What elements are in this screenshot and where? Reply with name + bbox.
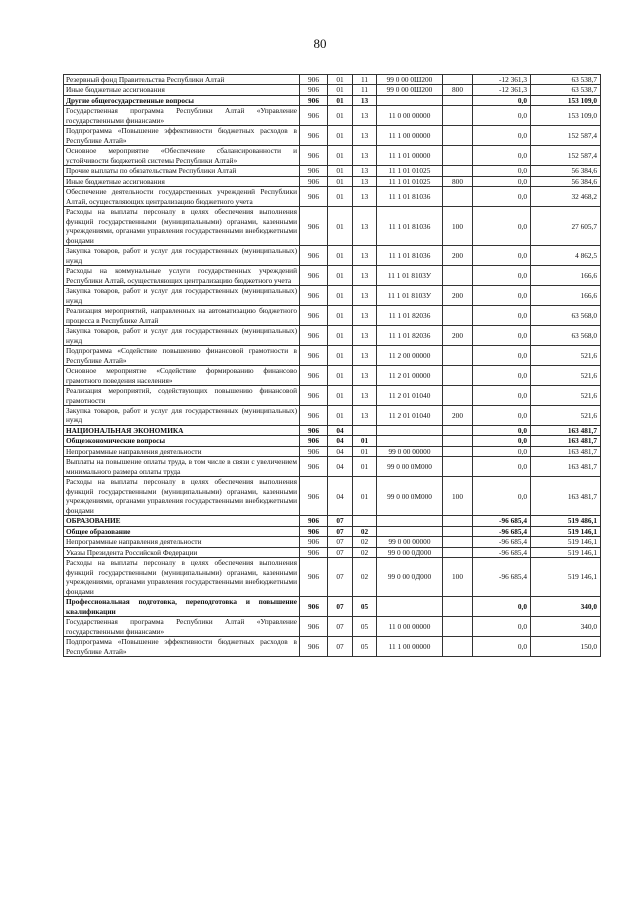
table-row xyxy=(64,85,601,95)
row-name-cell: Закупка товаров, работ и услуг для государственных (муниципальных) нужд xyxy=(64,405,300,425)
row-article-cell: 11 1 01 82036 xyxy=(377,326,443,346)
row-total-amount-cell: 63 538,7 xyxy=(531,75,601,85)
row-section-cell: 01 xyxy=(328,85,353,95)
row-total-amount-cell: 163 481,7 xyxy=(531,425,601,435)
row-section-cell: 07 xyxy=(328,526,353,536)
row-subsection-cell: 13 xyxy=(353,166,377,176)
row-subsection-cell: 01 xyxy=(353,457,377,477)
row-subsection-cell xyxy=(353,516,377,526)
row-total-amount-cell: 166,6 xyxy=(531,266,601,286)
row-section-cell: 04 xyxy=(328,457,353,477)
row-subsection-cell: 13 xyxy=(353,326,377,346)
row-name-cell: Основное мероприятие «Содействие формированию финансово грамотного поведения населения» xyxy=(64,366,300,386)
row-change-amount-cell: 0,0 xyxy=(473,266,531,286)
table-row xyxy=(64,386,601,406)
row-change-amount-cell: 0,0 xyxy=(473,366,531,386)
row-org-code-cell: 906 xyxy=(300,516,328,526)
row-change-amount-cell: -12 361,3 xyxy=(473,85,531,95)
row-section-cell: 04 xyxy=(328,436,353,446)
row-change-amount-cell: 0,0 xyxy=(473,457,531,477)
row-subsection-cell: 13 xyxy=(353,187,377,207)
row-subsection-cell: 13 xyxy=(353,176,377,186)
table-row xyxy=(64,425,601,435)
row-org-code-cell: 906 xyxy=(300,366,328,386)
row-subsection-cell: 02 xyxy=(353,526,377,536)
row-name-cell: Расходы на выплаты персоналу в целях обеспечения выполнения функций государственными (муниципальными) органами, казенными учреждениями, органами управления государственными внебюджетными фондами xyxy=(64,558,300,597)
row-change-amount-cell: 0,0 xyxy=(473,597,531,617)
row-section-cell: 07 xyxy=(328,617,353,637)
row-change-amount-cell: 0,0 xyxy=(473,386,531,406)
row-change-amount-cell: 0,0 xyxy=(473,425,531,435)
table-row xyxy=(64,75,601,85)
row-subsection-cell: 13 xyxy=(353,266,377,286)
row-org-code-cell: 906 xyxy=(300,207,328,246)
row-org-code-cell: 906 xyxy=(300,95,328,105)
row-org-code-cell: 906 xyxy=(300,425,328,435)
row-section-cell: 01 xyxy=(328,246,353,266)
row-change-amount-cell: 0,0 xyxy=(473,176,531,186)
row-article-cell: 11 1 01 8103У xyxy=(377,286,443,306)
row-total-amount-cell: 166,6 xyxy=(531,286,601,306)
row-article-cell: 11 1 01 81036 xyxy=(377,246,443,266)
row-name-cell: Государственная программа Республики Алтай «Управление государственными финансами» xyxy=(64,617,300,637)
row-change-amount-cell: 0,0 xyxy=(473,477,531,516)
table-row xyxy=(64,176,601,186)
row-total-amount-cell: 150,0 xyxy=(531,637,601,657)
row-article-cell: 11 1 01 8103У xyxy=(377,266,443,286)
row-expense-type-cell xyxy=(443,547,473,557)
row-name-cell: Профессиональная подготовка, переподготовка и повышение квалификации xyxy=(64,597,300,617)
row-org-code-cell: 906 xyxy=(300,126,328,146)
row-org-code-cell: 906 xyxy=(300,306,328,326)
row-section-cell: 04 xyxy=(328,425,353,435)
row-change-amount-cell: -96 685,4 xyxy=(473,547,531,557)
row-name-cell: Другие общегосударственные вопросы xyxy=(64,95,300,105)
row-total-amount-cell: 163 481,7 xyxy=(531,457,601,477)
row-name-cell: НАЦИОНАЛЬНАЯ ЭКОНОМИКА xyxy=(64,425,300,435)
row-subsection-cell: 13 xyxy=(353,246,377,266)
budget-table xyxy=(63,74,601,657)
row-org-code-cell: 906 xyxy=(300,326,328,346)
row-subsection-cell: 05 xyxy=(353,597,377,617)
table-row xyxy=(64,346,601,366)
row-org-code-cell: 906 xyxy=(300,286,328,306)
row-article-cell: 11 0 00 00000 xyxy=(377,617,443,637)
row-name-cell: Реализация мероприятий, направленных на автоматизацию бюджетного процесса в Республике Алтай xyxy=(64,306,300,326)
row-expense-type-cell xyxy=(443,617,473,637)
row-section-cell: 01 xyxy=(328,326,353,346)
row-org-code-cell: 906 xyxy=(300,526,328,536)
row-article-cell: 11 1 01 81036 xyxy=(377,207,443,246)
row-change-amount-cell: 0,0 xyxy=(473,126,531,146)
row-total-amount-cell: 519 146,1 xyxy=(531,547,601,557)
row-org-code-cell: 906 xyxy=(300,436,328,446)
row-org-code-cell: 906 xyxy=(300,187,328,207)
row-name-cell: Расходы на выплаты персоналу в целях обеспечения выполнения функций государственными (муниципальными) органами, казенными учреждениями, органами управления государственными внебюджетными фондами xyxy=(64,207,300,246)
row-article-cell: 99 0 00 0Д000 xyxy=(377,558,443,597)
row-total-amount-cell: 163 481,7 xyxy=(531,446,601,456)
row-expense-type-cell: 100 xyxy=(443,477,473,516)
row-expense-type-cell xyxy=(443,366,473,386)
row-expense-type-cell: 100 xyxy=(443,558,473,597)
row-org-code-cell: 906 xyxy=(300,637,328,657)
table-row xyxy=(64,95,601,105)
row-expense-type-cell xyxy=(443,126,473,146)
row-change-amount-cell: 0,0 xyxy=(473,146,531,166)
row-change-amount-cell: -96 685,4 xyxy=(473,516,531,526)
row-article-cell: 99 0 00 0М000 xyxy=(377,457,443,477)
row-expense-type-cell xyxy=(443,446,473,456)
row-article-cell: 11 1 01 81036 xyxy=(377,187,443,207)
row-name-cell: Закупка товаров, работ и услуг для государственных (муниципальных) нужд xyxy=(64,326,300,346)
row-expense-type-cell xyxy=(443,425,473,435)
table-row xyxy=(64,187,601,207)
row-name-cell: Расходы на выплаты персоналу в целях обеспечения выполнения функций государственными (муниципальными) органами, казенными учреждениями, органами управления государственными внебюджетными фондами xyxy=(64,477,300,516)
row-org-code-cell: 906 xyxy=(300,176,328,186)
row-section-cell: 07 xyxy=(328,558,353,597)
table-row xyxy=(64,405,601,425)
row-change-amount-cell: 0,0 xyxy=(473,446,531,456)
row-total-amount-cell: 153 109,0 xyxy=(531,95,601,105)
row-name-cell: Обеспечение деятельности государственных учреждений Республики Алтай, осуществляющих централизацию бюджетного учета xyxy=(64,187,300,207)
row-article-cell: 11 1 00 00000 xyxy=(377,126,443,146)
row-subsection-cell: 13 xyxy=(353,306,377,326)
row-org-code-cell: 906 xyxy=(300,106,328,126)
row-total-amount-cell: 340,0 xyxy=(531,617,601,637)
row-section-cell: 01 xyxy=(328,166,353,176)
row-expense-type-cell xyxy=(443,457,473,477)
row-article-cell xyxy=(377,597,443,617)
row-org-code-cell: 906 xyxy=(300,558,328,597)
row-expense-type-cell: 200 xyxy=(443,286,473,306)
table-row xyxy=(64,166,601,176)
table-row xyxy=(64,477,601,516)
row-total-amount-cell: 519 486,1 xyxy=(531,516,601,526)
row-total-amount-cell: 153 109,0 xyxy=(531,106,601,126)
row-total-amount-cell: 63 568,0 xyxy=(531,306,601,326)
row-total-amount-cell: 63 568,0 xyxy=(531,326,601,346)
row-change-amount-cell: 0,0 xyxy=(473,326,531,346)
row-expense-type-cell xyxy=(443,146,473,166)
row-section-cell: 04 xyxy=(328,446,353,456)
row-change-amount-cell: -96 685,4 xyxy=(473,537,531,547)
row-subsection-cell: 02 xyxy=(353,537,377,547)
row-section-cell: 07 xyxy=(328,516,353,526)
row-section-cell: 01 xyxy=(328,75,353,85)
row-change-amount-cell: -12 361,3 xyxy=(473,75,531,85)
row-article-cell: 99 0 00 00000 xyxy=(377,446,443,456)
row-section-cell: 01 xyxy=(328,126,353,146)
row-expense-type-cell xyxy=(443,187,473,207)
row-org-code-cell: 906 xyxy=(300,166,328,176)
row-subsection-cell: 13 xyxy=(353,95,377,105)
row-change-amount-cell: 0,0 xyxy=(473,436,531,446)
table-row xyxy=(64,306,601,326)
row-total-amount-cell: 32 468,2 xyxy=(531,187,601,207)
table-row xyxy=(64,457,601,477)
row-article-cell: 99 0 00 00000 xyxy=(377,537,443,547)
row-subsection-cell: 11 xyxy=(353,75,377,85)
row-section-cell: 07 xyxy=(328,597,353,617)
row-expense-type-cell: 800 xyxy=(443,85,473,95)
row-section-cell: 01 xyxy=(328,207,353,246)
table-row xyxy=(64,537,601,547)
row-name-cell: Общее образование xyxy=(64,526,300,536)
row-article-cell xyxy=(377,516,443,526)
row-total-amount-cell: 163 481,7 xyxy=(531,477,601,516)
row-org-code-cell: 906 xyxy=(300,547,328,557)
row-article-cell: 11 1 01 82036 xyxy=(377,306,443,326)
row-org-code-cell: 906 xyxy=(300,457,328,477)
row-change-amount-cell: 0,0 xyxy=(473,286,531,306)
row-total-amount-cell: 163 481,7 xyxy=(531,436,601,446)
row-change-amount-cell: 0,0 xyxy=(473,207,531,246)
row-section-cell: 01 xyxy=(328,146,353,166)
row-section-cell: 01 xyxy=(328,266,353,286)
row-subsection-cell: 13 xyxy=(353,405,377,425)
row-name-cell: Государственная программа Республики Алтай «Управление государственными финансами» xyxy=(64,106,300,126)
row-subsection-cell: 13 xyxy=(353,126,377,146)
row-change-amount-cell: 0,0 xyxy=(473,346,531,366)
table-row xyxy=(64,597,601,617)
table-row xyxy=(64,526,601,536)
row-name-cell: Прочие выплаты по обязательствам Республики Алтай xyxy=(64,166,300,176)
row-change-amount-cell: 0,0 xyxy=(473,617,531,637)
row-expense-type-cell xyxy=(443,346,473,366)
row-org-code-cell: 906 xyxy=(300,477,328,516)
row-expense-type-cell xyxy=(443,166,473,176)
row-subsection-cell xyxy=(353,425,377,435)
row-expense-type-cell xyxy=(443,436,473,446)
row-section-cell: 07 xyxy=(328,537,353,547)
row-section-cell: 01 xyxy=(328,286,353,306)
row-expense-type-cell xyxy=(443,597,473,617)
row-name-cell: Закупка товаров, работ и услуг для государственных (муниципальных) нужд xyxy=(64,286,300,306)
row-expense-type-cell xyxy=(443,106,473,126)
row-org-code-cell: 906 xyxy=(300,146,328,166)
row-name-cell: Непрограммные направления деятельности xyxy=(64,446,300,456)
row-subsection-cell: 05 xyxy=(353,617,377,637)
row-expense-type-cell xyxy=(443,637,473,657)
row-subsection-cell: 02 xyxy=(353,558,377,597)
row-total-amount-cell: 152 587,4 xyxy=(531,146,601,166)
table-row xyxy=(64,516,601,526)
row-section-cell: 01 xyxy=(328,306,353,326)
row-total-amount-cell: 519 146,1 xyxy=(531,526,601,536)
row-article-cell: 99 0 00 0М000 xyxy=(377,477,443,516)
row-subsection-cell: 01 xyxy=(353,477,377,516)
row-total-amount-cell: 519 146,1 xyxy=(531,537,601,547)
row-name-cell: Указы Президента Российской Федерации xyxy=(64,547,300,557)
row-name-cell: Закупка товаров, работ и услуг для государственных (муниципальных) нужд xyxy=(64,246,300,266)
table-row xyxy=(64,146,601,166)
row-article-cell: 11 1 01 01025 xyxy=(377,176,443,186)
row-total-amount-cell: 521,6 xyxy=(531,346,601,366)
row-total-amount-cell: 56 384,6 xyxy=(531,176,601,186)
row-total-amount-cell: 63 538,7 xyxy=(531,85,601,95)
row-section-cell: 01 xyxy=(328,176,353,186)
row-name-cell: ОБРАЗОВАНИЕ xyxy=(64,516,300,526)
row-org-code-cell: 906 xyxy=(300,266,328,286)
row-expense-type-cell xyxy=(443,75,473,85)
row-expense-type-cell: 200 xyxy=(443,246,473,266)
row-change-amount-cell: 0,0 xyxy=(473,187,531,207)
row-total-amount-cell: 340,0 xyxy=(531,597,601,617)
row-org-code-cell: 906 xyxy=(300,446,328,456)
row-article-cell xyxy=(377,436,443,446)
row-expense-type-cell: 800 xyxy=(443,176,473,186)
row-total-amount-cell: 56 384,6 xyxy=(531,166,601,176)
row-name-cell: Непрограммные направления деятельности xyxy=(64,537,300,547)
row-section-cell: 01 xyxy=(328,405,353,425)
row-expense-type-cell xyxy=(443,95,473,105)
row-org-code-cell: 906 xyxy=(300,346,328,366)
row-section-cell: 01 xyxy=(328,366,353,386)
row-change-amount-cell: 0,0 xyxy=(473,306,531,326)
row-name-cell: Резервный фонд Правительства Республики Алтай xyxy=(64,75,300,85)
row-section-cell: 07 xyxy=(328,547,353,557)
row-change-amount-cell: 0,0 xyxy=(473,405,531,425)
row-org-code-cell: 906 xyxy=(300,617,328,637)
row-org-code-cell: 906 xyxy=(300,85,328,95)
row-name-cell: Общеэкономические вопросы xyxy=(64,436,300,446)
row-change-amount-cell: 0,0 xyxy=(473,95,531,105)
table-row xyxy=(64,246,601,266)
row-expense-type-cell xyxy=(443,537,473,547)
row-section-cell: 01 xyxy=(328,106,353,126)
row-expense-type-cell: 200 xyxy=(443,326,473,346)
row-org-code-cell: 906 xyxy=(300,597,328,617)
row-change-amount-cell: 0,0 xyxy=(473,637,531,657)
row-org-code-cell: 906 xyxy=(300,246,328,266)
row-article-cell: 11 2 00 00000 xyxy=(377,346,443,366)
row-expense-type-cell xyxy=(443,516,473,526)
row-name-cell: Иные бюджетные ассигнования xyxy=(64,176,300,186)
table-row xyxy=(64,207,601,246)
row-subsection-cell: 01 xyxy=(353,436,377,446)
page-number: 80 xyxy=(313,36,327,51)
row-article-cell xyxy=(377,425,443,435)
row-subsection-cell: 13 xyxy=(353,386,377,406)
row-expense-type-cell xyxy=(443,306,473,326)
table-row xyxy=(64,637,601,657)
row-article-cell: 11 1 01 00000 xyxy=(377,146,443,166)
table-row xyxy=(64,266,601,286)
row-org-code-cell: 906 xyxy=(300,75,328,85)
row-org-code-cell: 906 xyxy=(300,405,328,425)
row-total-amount-cell: 521,6 xyxy=(531,366,601,386)
row-name-cell: Выплаты на повышение оплаты труда, в том числе в связи с увеличением минимального размера оплаты труда xyxy=(64,457,300,477)
row-total-amount-cell: 27 605,7 xyxy=(531,207,601,246)
row-subsection-cell: 11 xyxy=(353,85,377,95)
row-section-cell: 01 xyxy=(328,187,353,207)
row-section-cell: 01 xyxy=(328,95,353,105)
row-name-cell: Расходы на коммунальные услуги государственных учреждений Республики Алтай, осуществляющих централизацию бюджетного учета xyxy=(64,266,300,286)
row-article-cell: 11 1 01 01025 xyxy=(377,166,443,176)
row-subsection-cell: 02 xyxy=(353,547,377,557)
row-change-amount-cell: -96 685,4 xyxy=(473,558,531,597)
row-article-cell: 11 2 01 01040 xyxy=(377,405,443,425)
row-section-cell: 07 xyxy=(328,637,353,657)
table-row xyxy=(64,436,601,446)
row-subsection-cell: 13 xyxy=(353,146,377,166)
row-section-cell: 04 xyxy=(328,477,353,516)
row-name-cell: Реализация мероприятий, содействующих повышению финансовой грамотности xyxy=(64,386,300,406)
table-row xyxy=(64,126,601,146)
row-name-cell: Иные бюджетные ассигнования xyxy=(64,85,300,95)
row-expense-type-cell xyxy=(443,526,473,536)
row-expense-type-cell xyxy=(443,386,473,406)
row-change-amount-cell: 0,0 xyxy=(473,246,531,266)
table-row xyxy=(64,558,601,597)
row-total-amount-cell: 4 862,5 xyxy=(531,246,601,266)
table-row xyxy=(64,617,601,637)
table-row xyxy=(64,446,601,456)
row-article-cell xyxy=(377,526,443,536)
row-change-amount-cell: 0,0 xyxy=(473,106,531,126)
row-article-cell: 11 0 00 00000 xyxy=(377,106,443,126)
row-subsection-cell: 13 xyxy=(353,346,377,366)
row-article-cell: 11 2 01 01040 xyxy=(377,386,443,406)
row-article-cell: 11 1 00 00000 xyxy=(377,637,443,657)
row-total-amount-cell: 521,6 xyxy=(531,405,601,425)
row-subsection-cell: 13 xyxy=(353,106,377,126)
table-row xyxy=(64,547,601,557)
row-change-amount-cell: 0,0 xyxy=(473,166,531,176)
row-total-amount-cell: 521,6 xyxy=(531,386,601,406)
row-total-amount-cell: 152 587,4 xyxy=(531,126,601,146)
row-article-cell: 99 0 00 0Ш200 xyxy=(377,85,443,95)
table-row xyxy=(64,326,601,346)
row-subsection-cell: 13 xyxy=(353,207,377,246)
row-name-cell: Подпрограмма «Повышение эффективности бюджетных расходов в Республике Алтай» xyxy=(64,126,300,146)
row-expense-type-cell: 100 xyxy=(443,207,473,246)
row-article-cell: 11 2 01 00000 xyxy=(377,366,443,386)
table-row xyxy=(64,106,601,126)
row-subsection-cell: 13 xyxy=(353,366,377,386)
row-section-cell: 01 xyxy=(328,386,353,406)
row-subsection-cell: 05 xyxy=(353,637,377,657)
row-subsection-cell: 13 xyxy=(353,286,377,306)
row-total-amount-cell: 519 146,1 xyxy=(531,558,601,597)
row-name-cell: Подпрограмма «Повышение эффективности бюджетных расходов в Республике Алтай» xyxy=(64,637,300,657)
row-subsection-cell: 01 xyxy=(353,446,377,456)
row-expense-type-cell xyxy=(443,266,473,286)
row-change-amount-cell: -96 685,4 xyxy=(473,526,531,536)
row-article-cell: 99 0 00 0Д000 xyxy=(377,547,443,557)
table-row xyxy=(64,286,601,306)
row-name-cell: Подпрограмма «Содействие повышению финансовой грамотности в Республике Алтай» xyxy=(64,346,300,366)
table-row xyxy=(64,366,601,386)
row-article-cell xyxy=(377,95,443,105)
row-org-code-cell: 906 xyxy=(300,537,328,547)
row-article-cell: 99 0 00 0Ш200 xyxy=(377,75,443,85)
row-expense-type-cell: 200 xyxy=(443,405,473,425)
row-section-cell: 01 xyxy=(328,346,353,366)
row-org-code-cell: 906 xyxy=(300,386,328,406)
row-name-cell: Основное мероприятие «Обеспечение сбалансированности и устойчивости бюджетной системы Республики Алтай» xyxy=(64,146,300,166)
